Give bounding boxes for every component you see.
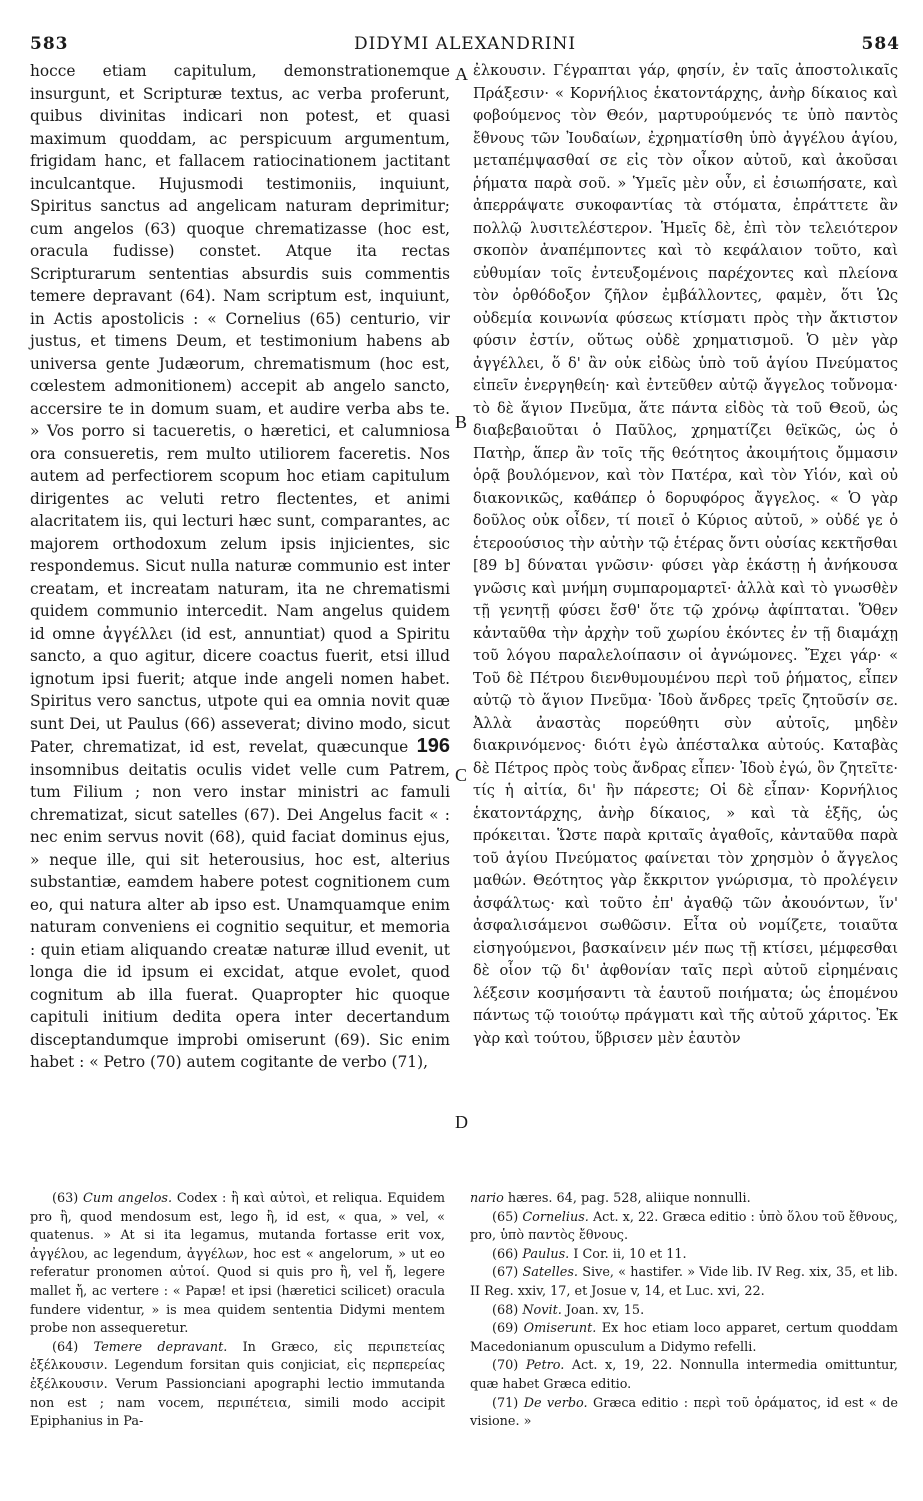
footnote-lemma: nario [470, 1191, 504, 1206]
footnote-text: Joan. xv, 15. [565, 1302, 645, 1318]
footnote-number: (70) [492, 1358, 519, 1374]
footnote-number: (63) [52, 1191, 79, 1206]
footnote-64-continued [470, 1190, 898, 1209]
page-number-right: 584 [861, 34, 900, 54]
footnote-lemma: Temere depravant. [93, 1339, 228, 1355]
footnote-71 [470, 1395, 898, 1432]
footnote-lemma: De verbo. [523, 1395, 588, 1411]
footnote-number: (64) [52, 1339, 79, 1355]
footnote-67 [470, 1264, 898, 1301]
footnote-68 [470, 1302, 898, 1321]
footnote-text: Act. x, 19, 22. Nonnulla intermedia omittuntur, quæ habet Græca editio. [470, 1358, 898, 1392]
margin-letter-b: B [455, 412, 468, 432]
margin-letter-c: C [455, 765, 468, 785]
footnote-69 [470, 1320, 898, 1357]
footnote-text: hæres. 64, pag. 528, aliique nonnulli. [507, 1191, 751, 1206]
footnote-text: Ex hoc etiam loco apparet, certum quoddam Macedonianum opusculum a Didymo refelli. [470, 1321, 898, 1355]
footnote-lemma: Satelles. [522, 1265, 579, 1281]
latin-column [30, 60, 450, 1074]
footnote-lemma: Cornelius. [522, 1209, 589, 1225]
footnote-number: (66) [492, 1246, 519, 1262]
footnote-lemma: Petro. [525, 1358, 565, 1374]
latin-text-part2: insomnibus deitatis oculis videt velle cum Patrem, tum Filium ; non vero instar ministri ac famuli chrematizat, sicut satelles (67). Dei Angelus facit « : nec enim servus novit (68), quid faciat dominus ejus, » neque ille, qui sit heterousius, hoc est, alterius substantiæ, eamdem habere potest cognitionem cum eo, qui natura alter ab ipso est. Unamquamque enim naturam conveniens ei cognitio sequitur, et memoria : quin etiam aliquando creatæ naturæ illud evenit, ut longa die id ipsum ei excidat, atque evolet, quod cognitum ab illa fuerat. Quapropter hic quoque capituli initium dedita opera inter decertandum disceptandumque improbi omiserunt (69). Sic enim habet : « Petro (70) autem cogitante de verbo (71), [30, 760, 450, 1071]
running-title: DIDYMI ALEXANDRINI [353, 34, 577, 54]
greek-text: ἐλκουσιν. Γέγραπται γάρ, φησίν, ἐν ταῖς ἀποστολικαῖς Πράξεσιν· « Κορνήλιος ἑκατοντάρχης, ἀνὴρ δίκαιος καὶ φοβούμενος τὸν Θεόν, μαρτυρούμενός τε ὑπὸ παντὸς ἔθνους τῶν Ἰουδαίων, ἐχρηματίσθη ὑπὸ ἀγγέλου ἁγίου, μεταπέμψασθαί σε εἰς τὸν οἶκον αὐτοῦ, καὶ ἀκοῦσαι ῥήματα παρὰ σοῦ. » Ὑμεῖς μὲν οὖν, εἰ ἐσιωπήσατε, καὶ ἀπερράψατε συκοφαντίας τὰ στόματα, ἐπράττετε ἂν πολλῷ λυσιτελέστερον. Ἡμεῖς δὲ, ἐπὶ τὸν τελειότερον σκοπὸν ἀναπέμποντες καὶ τὸ κεφάλαιον τοῦτο, καὶ εὐθυμίαν τοῖς ἐντευξομένοις παρέχοντες καὶ πλείονα τὸν ὀρθόδοξον ζῆλον ἐμβάλλοντες, φαμὲν, ὅτι Ὡς οὐδεμία κοινωνία φύσεως κτίσματι πρὸς τὴν ἄκτιστον φύσιν ἐστίν, οὕτως οὐδὲ χρηματισμοῦ. Ὁ μὲν γὰρ ἀγγέλλει, ὅ δ' ἂν οὐκ εἰδὼς ὑπὸ τοῦ ἁγίου Πνεύματος εἰπεῖν ἐνεργηθείη· καὶ ἐντεῦθεν αὐτῷ ἄγγελος τοὔνομα· τὸ δὲ ἅγιον Πνεῦμα, ἅτε πάντα εἰδὸς τὰ τοῦ Θεοῦ, ὡς διαβεβαιοῦται ὁ Παῦλος, χρηματίζει θεϊκῶς, ὡς ὁ Πατὴρ, ἅπερ ἂν τοῖς τῆς θεότητος ἀκοιμήτοις ὄμμασιν ὁρᾷ βουλόμενον, καὶ τὸν Πατέρα, καὶ τὸν Υἱόν, καὶ οὐ διακονικῶς, καθάπερ ὁ δορυφόρος ἄγγελος. « Ὁ γὰρ δοῦλος οὐκ οἶδεν, τί ποιεῖ ὁ Κύριος αὐτοῦ, » οὐδέ γε ὁ ἑτεροούσιος τὴν αὐτὴν τῷ ἑτέρας ὄντι οὐσίας κεκτῆσθαι [89 b] δύναται γνῶσιν· φύσει γὰρ ἑκάστῃ ἡ ἀνήκουσα γνῶσις καὶ μνήμη συμπαρομαρτεῖ· ἀλλὰ καὶ τὸ γνωσθὲν τῇ γενητῇ φύσει ἔσθ' ὅτε τῷ χρόνῳ ἀφίπταται. Ὅθεν κἀνταῦθα τὴν ἀρχὴν τοῦ χωρίου ἑκόντες ἐν τῇ διαμάχῃ τοῦ λόγου παραλελοίπασιν οἱ ἀγνώμονες. Ἔχει γάρ· « Τοῦ δὲ Πέτρου διενθυμουμένου περὶ τοῦ ῥήματος, εἶπεν αὐτῷ τὸ ἅγιον Πνεῦμα· Ἰδοὺ ἄνδρες τρεῖς ζητοῦσίν σε. Ἀλλὰ ἀναστὰς πορεύθητι σὺν αὐτοῖς, μηδὲν διακρινόμενος· διότι ἐγὼ ἀπέσταλκα αὐτούς. Καταβὰς δὲ Πέτρος πρὸς τοὺς ἄνδρας εἶπεν· Ἰδοὺ ἐγώ, ὃν ζητεῖτε· τίς ἡ αἰτία, δι' ἣν πάρεστε; Οἱ δὲ εἶπαν· Κορνήλιος ἑκατοντάρχης, ἀνὴρ δίκαιος, » καὶ τὰ ἑξῆς, ὡς πρόκειται. Ὥστε παρὰ κριταῖς ἀγαθοῖς, κἀνταῦθα παρὰ τοῦ ἁγίου Πνεύματος φαίνεται τὸν χρησμὸν ὁ ἄγγελος μαθών. Θεότητος γὰρ ἔκκριτον γνώρισμα, τὸ προλέγειν ἀσφάλτως· καὶ τοῦτο ἐπ' ἀγαθῷ τῶν ἀκουόντων, ἵν' ἀσφαλισάμενοι σωθῶσιν. Εἶτα οὐ νομίζετε, τοιαῦτα εἰσηγούμενοι, βασκαίνειν μέν πως τῇ κτίσει, μέμφεσθαι δὲ οἷον τῷ δι' ἀφθονίαν ταῖς περὶ αὐτοῦ εἰρημέναις λέξεσιν κοσμήσαντι τὰ ἑαυτοῦ ποιήματα; ὡς ἑπομένου πάντως τῷ τοιούτῳ πράγματι καὶ τῆς αὐτοῦ χάριτος. Ἐκ γὰρ καὶ τούτου, ὕβρισεν μὲν ἑαυτὸν [473, 62, 898, 1047]
footnote-number: (68) [492, 1302, 519, 1318]
latin-text [30, 60, 450, 1074]
footnote-65 [470, 1209, 898, 1246]
footnote-lemma: Cum angelos. [83, 1191, 173, 1206]
footnote-lemma: Novit. [522, 1302, 562, 1318]
footnote-number: (67) [492, 1265, 519, 1281]
migne-page-number: 196 [416, 735, 450, 757]
footnote-number: (65) [492, 1209, 519, 1225]
greek-column [473, 60, 898, 1050]
footnote-63 [30, 1190, 445, 1339]
margin-letter-a: A [455, 64, 468, 84]
footnote-70 [470, 1357, 898, 1394]
footnote-text: Act. x, 22. Græca editio : ὑπὸ ὅλου τοῦ ἔθνους, pro, ὑπὸ παντὸς ἔθνους. [470, 1209, 898, 1244]
footnote-text: Codex : ἢ καὶ αὐτοὶ, et reliqua. Equidem pro ἢ, quod mendosum est, lego ἢ, id est, « qua, » vel, « quatenus. » At si ita legamus, mutanda fortasse erit vox, ἀγγέλου, ac legendum, ἀγγέλων, hoc est « angelorum, » ut eo referatur pronomen αὐτοί. Quod si quis pro ἢ, vel ἤ, legere mallet ἤ, ac vertere : « Papæ! et ipsi (hæretici scilicet) oracula fundere videntur, » is mea quidem sententia Didymi mentem probe non assequeretur. [30, 1191, 445, 1337]
footnote-66 [470, 1246, 898, 1265]
footnote-text: Sive, « hastifer. » Vide lib. IV Reg. xix, 35, et lib. II Reg. xxiv, 17, et Josue v, 14, et Luc. xvi, 22. [470, 1265, 898, 1299]
footnote-lemma: Paulus. [522, 1246, 570, 1262]
page-number-left: 583 [30, 34, 69, 54]
footnote-text: Græca editio : περὶ τοῦ ὁράματος, id est « de visione. » [470, 1395, 898, 1430]
running-header [30, 34, 900, 58]
footnote-number: (69) [492, 1321, 519, 1337]
footnote-64 [30, 1339, 445, 1432]
footnotes-left [30, 1190, 445, 1432]
footnotes-right [470, 1190, 898, 1432]
footnote-text: In Græco, εἰς περιπετείας ἐξέλκουσιν. Legendum forsitan quis conjiciat, εἰς περπερείας ἐξέλκουσιν. Verum Passionciani apographi lectio immutanda non est ; nam vocem, περιπέτεια, simili modo accipit Epiphanius in Pa- [30, 1339, 445, 1430]
latin-text-part1: hocce etiam capitulum, demonstrationemque insurgunt, et Scripturæ textus, ac verba proferunt, quibus divinitas indicari non potest, et quasi maximum quoddam, ac perspicuum argumentum, frigidam hanc, et fallacem ratiocinationem jactitant inculcantque. Hujusmodi testimoniis, inquiunt, Spiritus sanctus ad angelicam naturam deprimitur; cum angelos (63) quoque chrematizasse (hoc est, oracula fudisse) constet. Atque ita rectas Scripturarum sententias absurdis suis commentis temere depravant (64). Nam scriptum est, inquiunt, in Actis apostolicis : « Cornelius (65) centurio, vir justus, et timens Deum, et testimonium habens ab universa gente Judæorum, chrematismum (hoc est, cœlestem admonitionem) accepit ab angelo sancto, accersire te in domum suam, et audire verba abs te. » Vos porro si tacueretis, o hæretici, et calumniosa ora consueretis, rem multo utiliorem faceretis. Nos autem ad perfectiorem scopum hoc etiam capitulum dirigentes ac veluti retro flectentes, et animi alacritatem iis, qui lecturi hæc sunt, comparantes, ac majorem orthodoxum zelum ipsis injicientes, sic respondemus. Sicut nulla naturæ communio est inter creatam, et increatam naturam, ita ne chrematismi quidem communio intercedit. Nam angelus quidem id omne ἀγγέλλει (id est, annuntiat) quod a Spiritu sancto, a quo agitur, dicere coactus fuerit, etsi illud ignotum ipsi fuerit; atque inde angeli nomen habet. Spiritus vero sanctus, utpote qui ea omnia novit quæ sunt Dei, ut Paulus (66) asseverat; divino modo, sicut Pater, chrematizat, id est, revelat, quæcunque [30, 62, 450, 756]
margin-letter-d: D [455, 1112, 468, 1132]
footnote-lemma: Omiserunt. [523, 1321, 597, 1337]
footnote-text: I Cor. ii, 10 et 11. [573, 1246, 687, 1262]
footnote-number: (71) [492, 1395, 519, 1411]
